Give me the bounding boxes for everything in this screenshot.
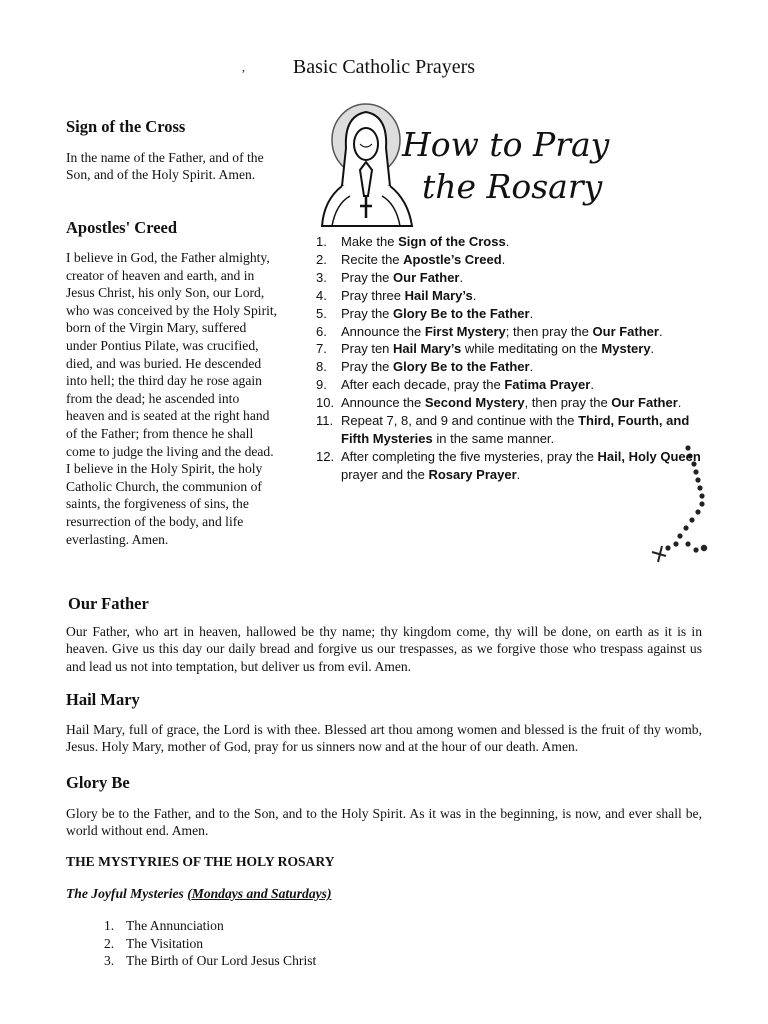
rosary-step-text: . xyxy=(516,466,521,482)
rosary-step-text: . xyxy=(505,234,510,249)
mystery-item xyxy=(104,952,316,970)
rosary-step-bold-text: Mystery xyxy=(601,341,651,357)
glory-be-heading: Glory Be xyxy=(66,773,130,792)
mystery-number: 3. xyxy=(104,953,115,969)
rosary-step-text: while meditating on the xyxy=(461,341,602,357)
rosary-step-text: . xyxy=(529,305,534,321)
mystery-number: 2. xyxy=(104,935,115,951)
rosary-step xyxy=(316,269,716,287)
rosary-step-bold-text: Our Father xyxy=(611,395,678,411)
rosary-step-text: in the same manner. xyxy=(432,430,555,446)
rosary-step-bold-text: Apostle’s Creed xyxy=(403,251,502,267)
rosary-step-text: . xyxy=(501,251,506,267)
rosary-step-number: 9. xyxy=(316,377,327,393)
joyful-days: (Mondays and Saturdays) xyxy=(187,886,332,901)
rosary-step-text: After completing the five mysteries, pray the xyxy=(341,448,598,464)
rosary-step xyxy=(316,376,716,394)
rosary-graphic-title xyxy=(402,124,609,208)
mystery-text: The Birth of Our Lord Jesus Christ xyxy=(126,953,317,969)
rosary-step-number: 5. xyxy=(316,305,327,321)
rosary-step-bold-text: Glory Be to the Father xyxy=(393,305,530,321)
rosary-step xyxy=(316,340,716,358)
glory-be-text: Glory be to the Father, and to the Son, and to the Holy Spirit. As it was in the beginning, is now, and ever shall be, world without end. Amen. xyxy=(66,806,702,839)
apostles-creed-heading: Apostles' Creed xyxy=(66,218,178,237)
rosary-step-bold-text: Third, Fourth, and Fifth Mysteries xyxy=(341,413,690,446)
rosary-step-number: 3. xyxy=(316,269,327,285)
mystery-item xyxy=(104,917,316,935)
rosary-step-text: ; then pray the xyxy=(505,323,593,339)
mystery-number: 1. xyxy=(104,918,115,933)
rosary-step-bold-text: Our Father xyxy=(592,323,659,339)
rosary-step-bold-text: Rosary Prayer xyxy=(428,466,517,482)
rosary-step-number: 8. xyxy=(316,359,327,375)
rosary-step-text: . xyxy=(459,269,464,285)
rosary-step-text: Recite the xyxy=(341,251,404,267)
rosary-step xyxy=(316,305,716,323)
rosary-step-number: 11. xyxy=(316,413,334,429)
mary-figure-icon xyxy=(322,104,412,226)
rosary-step-text: . xyxy=(590,377,594,393)
rosary-step-text: Pray the xyxy=(341,269,394,285)
rosary-step xyxy=(316,394,716,412)
rosary-title-line-2: the Rosary xyxy=(422,167,603,206)
rosary-step-text: . xyxy=(677,395,682,411)
rosary-step-text: After each decade, pray the xyxy=(341,377,505,393)
mystery-text: The Visitation xyxy=(126,935,204,951)
rosary-step-number: 7. xyxy=(316,341,327,357)
joyful-label: The Joyful Mysteries xyxy=(66,886,188,901)
our-father-heading: Our Father xyxy=(68,594,149,613)
rosary-step-number: 1. xyxy=(316,234,327,249)
rosary-step-number: 12. xyxy=(316,448,335,464)
rosary-step-number: 2. xyxy=(316,251,327,267)
rosary-step-text: . xyxy=(472,287,477,303)
rosary-step-text: prayer and the xyxy=(341,466,429,482)
rosary-step-text: Announce the xyxy=(341,323,425,339)
rosary-step-text: Pray the xyxy=(341,305,394,321)
joyful-mysteries-list xyxy=(104,917,316,970)
rosary-step-text: . xyxy=(658,323,663,339)
rosary-step-bold-text: Hail Mary’s xyxy=(404,287,473,303)
joyful-mysteries-heading xyxy=(66,886,331,902)
rosary-steps-list xyxy=(316,233,716,484)
rosary-step-text: Pray the xyxy=(341,359,394,375)
rosary-step-bold-text: Hail, Holy Queen xyxy=(597,448,701,464)
rosary-step xyxy=(316,448,716,484)
rosary-step-text: Pray ten xyxy=(341,341,394,357)
mystery-item xyxy=(104,935,316,953)
rosary-step-bold-text: Our Father xyxy=(393,269,460,285)
rosary-step xyxy=(316,358,716,376)
hail-mary-heading: Hail Mary xyxy=(66,690,140,709)
our-father-text: Our Father, who art in heaven, hallowed be thy name; thy kingdom come, thy will be done, on earth as it is in heaven. Give us this day our daily bread and forgive us our trespasses, as we forgive those who trespass against us and lead us not into temptation, but deliver us from evil. Amen. xyxy=(66,624,702,674)
hail-mary-text: Hail Mary, full of grace, the Lord is with thee. Blessed art thou among women and blessed is the fruit of thy womb, Jesus. Holy Mary, mother of God, pray for us sinners now and at the hour of our death. Amen. xyxy=(66,722,702,755)
rosary-title-line-1: How to Pray xyxy=(402,125,610,164)
rosary-step xyxy=(316,287,716,305)
apostles-creed-text: I believe in God, the Father almighty, creator of heaven and earth, and in Jesus Christ, his only Son, our Lord, who was conceived by the Holy Spirit, born of the Virgin Mary, suffered under Pontius Pilate, was crucified, died, and was buried. He descended into hell; the third day he rose again from the dead; he ascended into heaven and is seated at the right hand of the Father; from thence he shall come to judge the living and the dead. I believe in the Holy Spirit, the holy Catholic Church, the communion of saints, the forgiveness of sins, the resurrection of the body, and life everlasting. Amen. xyxy=(66,250,278,547)
rosary-step-text: Announce the xyxy=(341,395,425,411)
rosary-step xyxy=(316,323,716,341)
rosary-step xyxy=(316,233,716,251)
mysteries-heading: THE MYSTYRIES OF THE HOLY ROSARY xyxy=(66,854,335,869)
rosary-instructions-graphic xyxy=(316,100,718,570)
rosary-step-bold-text: Hail Mary’s xyxy=(393,341,462,357)
rosary-step-number: 4. xyxy=(316,287,327,303)
sign-of-cross-text: In the name of the Father, and of the Son, and of the Holy Spirit. Amen. xyxy=(66,150,264,183)
rosary-step xyxy=(316,251,716,269)
rosary-step xyxy=(316,412,716,448)
rosary-step-text: Make the xyxy=(341,234,399,249)
rosary-step-bold-text: Fatima Prayer xyxy=(504,377,591,393)
mystery-text: The Annunciation xyxy=(126,918,224,933)
rosary-step-text: , then pray the xyxy=(524,395,612,411)
rosary-step-bold-text: Sign of the Cross xyxy=(398,234,506,249)
rosary-step-text: . xyxy=(529,359,534,375)
rosary-step-bold-text: Glory Be to the Father xyxy=(393,359,530,375)
rosary-step-number: 10. xyxy=(316,395,335,411)
rosary-step-number: 6. xyxy=(316,323,327,339)
rosary-step-text: . xyxy=(650,341,655,357)
page-title: Basic Catholic Prayers xyxy=(292,56,476,78)
rosary-step-text: Pray three xyxy=(341,287,405,303)
rosary-step-text: Repeat 7, 8, and 9 and continue with the xyxy=(341,413,579,429)
rosary-step-bold-text: Second Mystery xyxy=(424,395,525,411)
stray-mark: , xyxy=(242,60,245,74)
rosary-step-bold-text: First Mystery xyxy=(424,323,506,339)
sign-of-cross-heading: Sign of the Cross xyxy=(66,117,186,136)
